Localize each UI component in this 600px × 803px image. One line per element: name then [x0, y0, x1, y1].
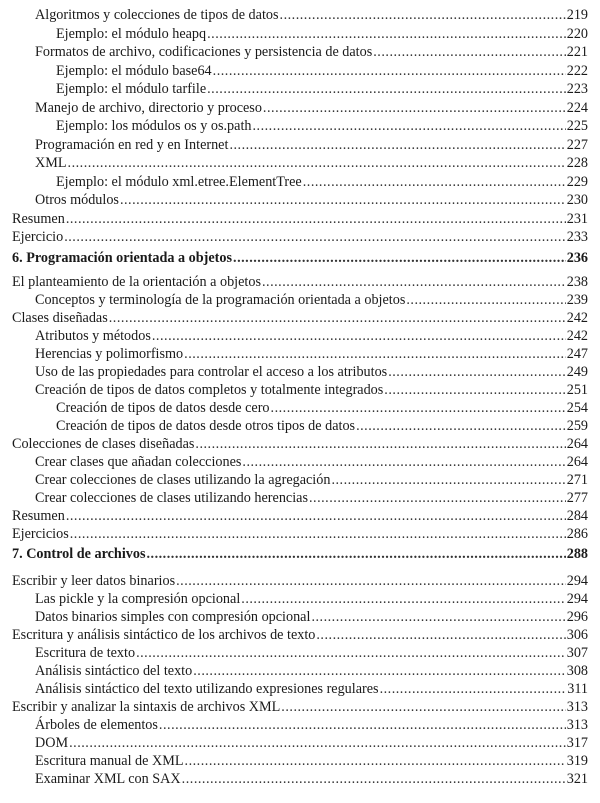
toc-section — [0, 6, 600, 247]
page-number: 247 — [566, 345, 588, 362]
toc-section — [0, 249, 600, 268]
dot-leader — [388, 363, 566, 381]
entry-title: Datos binarios simples con compresión opcional — [35, 608, 311, 625]
dot-leader — [120, 191, 566, 210]
page-number: 238 — [566, 273, 588, 290]
page-number: 288 — [566, 545, 588, 562]
dot-leader — [207, 80, 566, 99]
toc-entry — [0, 507, 600, 525]
dot-leader — [263, 99, 566, 118]
page-number: 227 — [566, 136, 588, 153]
page-number: 251 — [566, 381, 588, 398]
page-number: 313 — [566, 716, 588, 733]
toc-section — [0, 273, 600, 543]
page-number: 319 — [566, 752, 588, 769]
toc-entry — [0, 99, 600, 118]
entry-title: Conceptos y terminología de la programación orientada a objetos — [35, 291, 406, 308]
page-number: 236 — [566, 249, 588, 266]
page-number: 313 — [566, 698, 588, 715]
dot-leader — [68, 154, 566, 173]
page-number: 307 — [566, 644, 588, 661]
page-number: 242 — [566, 309, 588, 326]
entry-title: Creación de tipos de datos completos y totalmente integrados — [35, 381, 384, 398]
page-number: 233 — [566, 229, 588, 245]
table-of-contents — [0, 6, 600, 788]
entry-title: Colecciones de clases diseñadas — [12, 435, 195, 452]
entry-title: Ejemplo: el módulo tarfile — [56, 81, 207, 97]
page-number: 229 — [566, 173, 588, 190]
toc-entry — [0, 345, 600, 363]
toc-entry — [0, 210, 600, 229]
dot-leader — [193, 662, 566, 680]
page-number: 230 — [566, 192, 588, 208]
dot-leader — [331, 471, 565, 489]
page-number: 239 — [566, 291, 588, 308]
toc-entry — [0, 590, 600, 608]
page-number: 254 — [566, 399, 588, 416]
page-number: 306 — [566, 626, 588, 643]
toc-entry — [0, 453, 600, 471]
toc-entry — [0, 80, 600, 99]
toc-entry — [0, 734, 600, 752]
toc-entry — [0, 680, 600, 698]
dot-leader — [242, 453, 565, 471]
toc-entry — [0, 191, 600, 210]
page-number: 296 — [566, 608, 588, 625]
toc-entry — [0, 417, 600, 435]
toc-entry — [0, 489, 600, 507]
dot-leader — [316, 626, 565, 644]
dot-leader — [311, 608, 565, 626]
entry-title: Las pickle y la compresión opcional — [35, 590, 241, 607]
page-number: 249 — [566, 363, 588, 380]
entry-title: Análisis sintáctico del texto — [35, 662, 193, 679]
page-number: 222 — [566, 62, 588, 79]
entry-title: Escribir y analizar la sintaxis de archivos XML — [12, 698, 281, 715]
dot-leader — [136, 644, 566, 662]
entry-title: Ejemplo: los módulos os y os.path — [56, 118, 252, 134]
dot-leader — [233, 249, 566, 268]
toc-entry — [0, 471, 600, 489]
entry-title: Escribir y leer datos binarios — [12, 572, 176, 589]
entry-title: Ejemplo: el módulo xml.etree.ElementTree — [56, 173, 302, 190]
dot-leader — [159, 716, 566, 734]
entry-title: Herencias y polimorfismo — [35, 345, 184, 362]
toc-entry — [0, 25, 600, 44]
page-number: 277 — [566, 489, 588, 506]
toc-entry — [0, 363, 600, 381]
page-number: 219 — [566, 7, 588, 23]
page-number: 317 — [566, 734, 588, 751]
toc-entry — [0, 291, 600, 309]
page-number: 259 — [566, 417, 588, 434]
toc-entry — [0, 117, 600, 136]
dot-leader — [66, 210, 566, 229]
dot-leader — [152, 327, 566, 345]
page-number: 224 — [566, 99, 588, 116]
toc-entry — [0, 228, 600, 247]
entry-title: Atributos y métodos — [35, 327, 151, 344]
dot-leader — [64, 228, 566, 247]
page-number: 220 — [566, 25, 588, 42]
entry-title: Análisis sintáctico del texto utilizando expresiones regulares — [35, 680, 379, 697]
toc-entry — [0, 62, 600, 81]
dot-leader — [66, 507, 566, 525]
entry-title: Ejemplo: el módulo heapq — [56, 25, 207, 42]
entry-title: Crear colecciones de clases utilizando herencias — [35, 489, 308, 506]
entry-title: Creación de tipos de datos desde otros tipos de datos — [56, 417, 356, 434]
dot-leader — [252, 117, 565, 136]
toc-entry — [0, 399, 600, 417]
dot-leader — [70, 525, 566, 543]
toc-section — [0, 572, 600, 788]
dot-leader — [182, 770, 566, 788]
dot-leader — [303, 173, 566, 192]
dot-leader — [229, 136, 565, 155]
entry-title: XML — [35, 155, 67, 171]
entry-title: Resumen — [12, 507, 65, 524]
dot-leader — [185, 752, 566, 770]
toc-entry — [0, 662, 600, 680]
dot-leader — [207, 25, 566, 44]
dot-leader — [146, 545, 565, 564]
toc-section — [0, 545, 600, 564]
dot-leader — [176, 572, 566, 590]
dot-leader — [406, 291, 565, 309]
entry-title: Escritura y análisis sintáctico de los archivos de texto — [12, 626, 316, 643]
page-number: 294 — [566, 590, 588, 607]
entry-title: Árboles de elementos — [35, 716, 158, 733]
page-number: 223 — [566, 81, 588, 97]
dot-leader — [280, 6, 566, 25]
entry-title: Algoritmos y colecciones de tipos de datos — [35, 7, 279, 23]
toc-entry — [0, 309, 600, 327]
toc-entry — [0, 752, 600, 770]
entry-title: Ejercicio — [12, 229, 64, 245]
page-number: 264 — [566, 453, 588, 470]
entry-title: Resumen — [12, 210, 65, 227]
toc-entry — [0, 173, 600, 192]
dot-leader — [262, 273, 566, 291]
dot-leader — [281, 698, 565, 716]
toc-entry — [0, 136, 600, 155]
toc-entry — [0, 525, 600, 543]
dot-leader — [356, 417, 566, 435]
entry-title: 6. Programación orientada a objetos — [12, 249, 233, 266]
page-number: 308 — [566, 662, 588, 679]
toc-entry — [0, 6, 600, 25]
toc-entry — [0, 273, 600, 291]
entry-title: Escritura de texto — [35, 644, 136, 661]
dot-leader — [380, 680, 567, 698]
toc-entry — [0, 698, 600, 716]
toc-entry — [0, 435, 600, 453]
entry-title: 7. Control de archivos — [12, 545, 146, 562]
page-number: 311 — [567, 680, 588, 697]
page-number: 264 — [566, 435, 588, 452]
dot-leader — [309, 489, 566, 507]
entry-title: Programación en red y en Internet — [35, 136, 229, 153]
page-number: 271 — [566, 471, 588, 488]
entry-title: DOM — [35, 734, 69, 751]
page-number: 294 — [566, 572, 588, 589]
entry-title: Crear clases que añadan colecciones — [35, 453, 242, 470]
entry-title: Uso de las propiedades para controlar el acceso a los atributos — [35, 363, 388, 380]
chapter-heading — [0, 249, 600, 268]
entry-title: Otros módulos — [35, 192, 119, 208]
toc-entry — [0, 608, 600, 626]
page-number: 286 — [566, 525, 588, 542]
toc-entry — [0, 644, 600, 662]
entry-title: Creación de tipos de datos desde cero — [56, 399, 270, 416]
chapter-heading — [0, 545, 600, 564]
dot-leader — [373, 43, 565, 62]
dot-leader — [109, 309, 566, 327]
page-number: 225 — [566, 118, 588, 134]
toc-entry — [0, 381, 600, 399]
entry-title: El planteamiento de la orientación a objetos — [12, 273, 261, 290]
dot-leader — [213, 62, 566, 81]
toc-entry — [0, 327, 600, 345]
page-number: 321 — [566, 770, 588, 787]
entry-title: Formatos de archivo, codificaciones y persistencia de datos — [35, 44, 373, 60]
page-number: 242 — [566, 327, 588, 344]
toc-entry — [0, 770, 600, 788]
toc-entry — [0, 716, 600, 734]
page-number: 228 — [566, 155, 588, 171]
entry-title: Examinar XML con SAX — [35, 770, 181, 787]
toc-entry — [0, 572, 600, 590]
dot-leader — [271, 399, 566, 417]
toc-entry — [0, 154, 600, 173]
entry-title: Escritura manual de XML — [35, 752, 184, 769]
dot-leader — [195, 435, 565, 453]
entry-title: Crear colecciones de clases utilizando la agregación — [35, 471, 331, 488]
entry-title: Ejercicios — [12, 525, 69, 542]
entry-title: Ejemplo: el módulo base64 — [56, 62, 212, 79]
dot-leader — [184, 345, 566, 363]
entry-title: Clases diseñadas — [12, 309, 108, 326]
dot-leader — [69, 734, 566, 752]
page-number: 231 — [566, 210, 588, 227]
page-number: 284 — [566, 507, 588, 524]
toc-entry — [0, 43, 600, 62]
page-number: 221 — [566, 44, 588, 60]
dot-leader — [384, 381, 565, 399]
toc-entry — [0, 626, 600, 644]
entry-title: Manejo de archivo, directorio y proceso — [35, 99, 262, 116]
dot-leader — [241, 590, 565, 608]
